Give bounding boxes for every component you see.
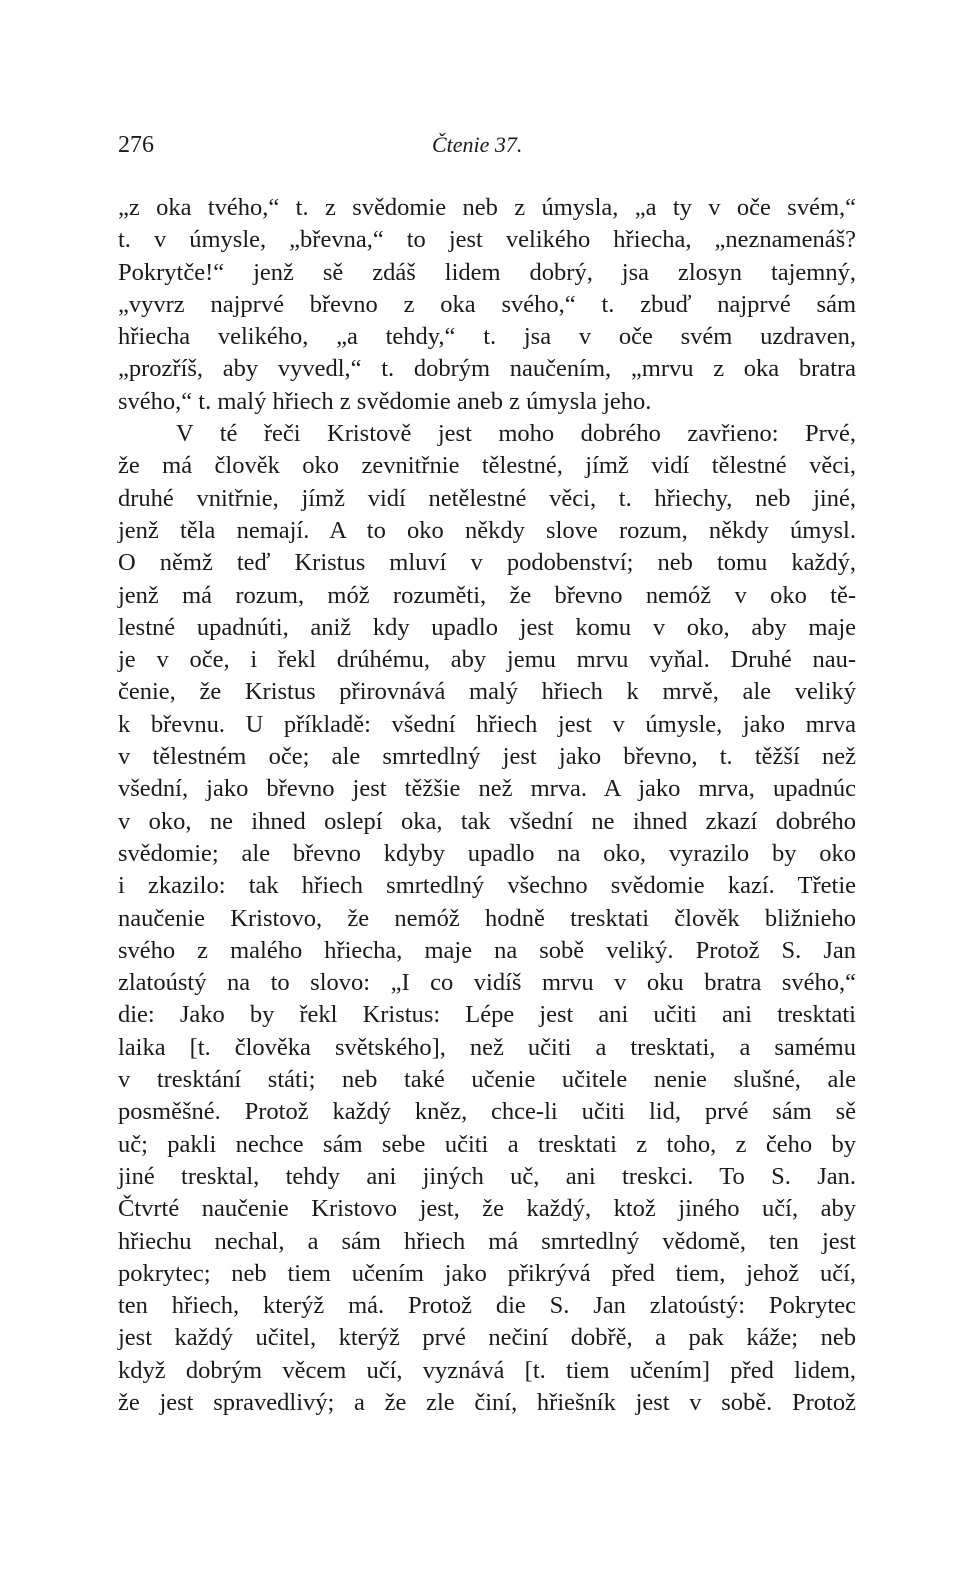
text-line: jenž těla nemají. A to oko někdy slove rozum, někdy úmysl. bbox=[118, 516, 856, 544]
text-line: lestné upadnúti, aniž kdy upadlo jest komu v oko, aby maje bbox=[118, 613, 856, 641]
text-line: „prozříš, aby vyvedl,“ t. dobrým naučením, „mrvu z oka bratra bbox=[118, 355, 856, 383]
text-line: die: Jako by řekl Kristus: Lépe jest ani učiti ani tresktati bbox=[118, 1001, 856, 1029]
page-header bbox=[118, 128, 858, 162]
text-line: laika [t. člověka světského], než učiti a tresktati, a samému bbox=[118, 1033, 856, 1061]
running-title: Čtenie 37. bbox=[432, 132, 523, 157]
text-line: uč; pakli nechce sám sebe učiti a tresktati z toho, z čeho by bbox=[118, 1130, 856, 1158]
text-line: v tělestném oče; ale smrtedlný jest jako břevno, t. těžší než bbox=[118, 743, 856, 771]
text-line: svědomie; ale břevno kdyby upadlo na oko, vyrazilo by oko bbox=[118, 839, 856, 867]
text-line: ten hřiech, kterýž má. Protož die S. Jan zlatoústý: Pokrytec bbox=[118, 1292, 856, 1320]
text-line: posměšné. Protož každý kněz, chce-li učiti lid, prvé sám sě bbox=[118, 1098, 856, 1126]
text-line: jenž má rozum, móž rozuměti, že břevno nemóž v oko tě- bbox=[118, 581, 856, 609]
text-line: v tresktání státi; neb také učenie učitele nenie slušné, ale bbox=[118, 1066, 856, 1094]
text-line: i zkazilo: tak hřiech smrtedlný všechno svědomie kazí. Třetie bbox=[118, 872, 856, 900]
text-line: jiné tresktal, tehdy ani jiných uč, ani treskci. To S. Jan. bbox=[118, 1162, 856, 1190]
text-line: je v oče, i řekl drúhému, aby jemu mrvu vyňal. Druhé nau- bbox=[118, 646, 856, 674]
paragraph-start-line: V té řeči Kristově jest moho dobrého zavřieno: Prvé, bbox=[176, 420, 856, 448]
text-line: že má člověk oko zevnitřnie tělestné, jímž vidí tělestné věci, bbox=[118, 452, 856, 480]
text-line: v oko, ne ihned oslepí oka, tak všední ne ihned zkazí dobrého bbox=[118, 807, 856, 835]
text-line: Pokrytče!“ jenž sě zdáš lidem dobrý, jsa zlosyn tajemný, bbox=[118, 258, 856, 286]
text-line: hřiechu nechal, a sám hřiech má smrtedlný vědomě, ten jest bbox=[118, 1227, 856, 1255]
text-line: naučenie Kristovo, že nemóž hodně tresktati člověk bližnieho bbox=[118, 904, 856, 932]
text-line: „vyvrz najprvé břevno z oka svého,“ t. zbuď najprvé sám bbox=[118, 290, 856, 318]
text-line: svého z malého hřiecha, maje na sobě veliký. Protož S. Jan bbox=[118, 936, 856, 964]
text-line: hřiecha velikého, „a tehdy,“ t. jsa v oče svém uzdraven, bbox=[118, 323, 856, 351]
text-line: zlatoústý na to slovo: „I co vidíš mrvu v oku bratra svého,“ bbox=[118, 969, 856, 997]
text-line: „z oka tvého,“ t. z svědomie neb z úmysla, „a ty v oče svém,“ bbox=[118, 194, 856, 221]
text-line: všední, jako břevno jest těžšie než mrva. A jako mrva, upadnúc bbox=[118, 775, 856, 803]
text-line: svého,“ t. malý hřiech z svědomie aneb z úmysla jeho. bbox=[118, 387, 652, 415]
text-line: t. v úmysle, „břevna,“ to jest velikého hřiecha, „neznamenáš? bbox=[118, 226, 856, 254]
text-line: druhé vnitřnie, jímž vidí netělestné věci, t. hřiechy, neb jiné, bbox=[118, 484, 856, 512]
text-line: O němž teď Kristus mluví v podobenství; neb tomu každý, bbox=[118, 549, 856, 577]
text-line: když dobrým věcem učí, vyznává [t. tiem učením] před lidem, bbox=[118, 1356, 856, 1384]
page-number: 276 bbox=[118, 132, 154, 158]
text-line: jest každý učitel, kterýž prvé nečiní dobřě, a pak káže; neb bbox=[118, 1324, 856, 1352]
text-line: čenie, že Kristus přirovnává malý hřiech k mrvě, ale veliký bbox=[118, 678, 856, 706]
text-line: k břevnu. U příkladě: všední hřiech jest v úmysle, jako mrva bbox=[118, 710, 856, 738]
text-line: Čtvrté naučenie Kristovo jest, že každý, ktož jiného učí, aby bbox=[118, 1195, 856, 1223]
body-text bbox=[118, 192, 856, 1419]
text-line: pokrytec; neb tiem učením jako přikrývá před tiem, jehož učí, bbox=[118, 1259, 856, 1287]
text-line: že jest spravedlivý; a že zle činí, hřiešník jest v sobě. Protož bbox=[118, 1388, 856, 1416]
